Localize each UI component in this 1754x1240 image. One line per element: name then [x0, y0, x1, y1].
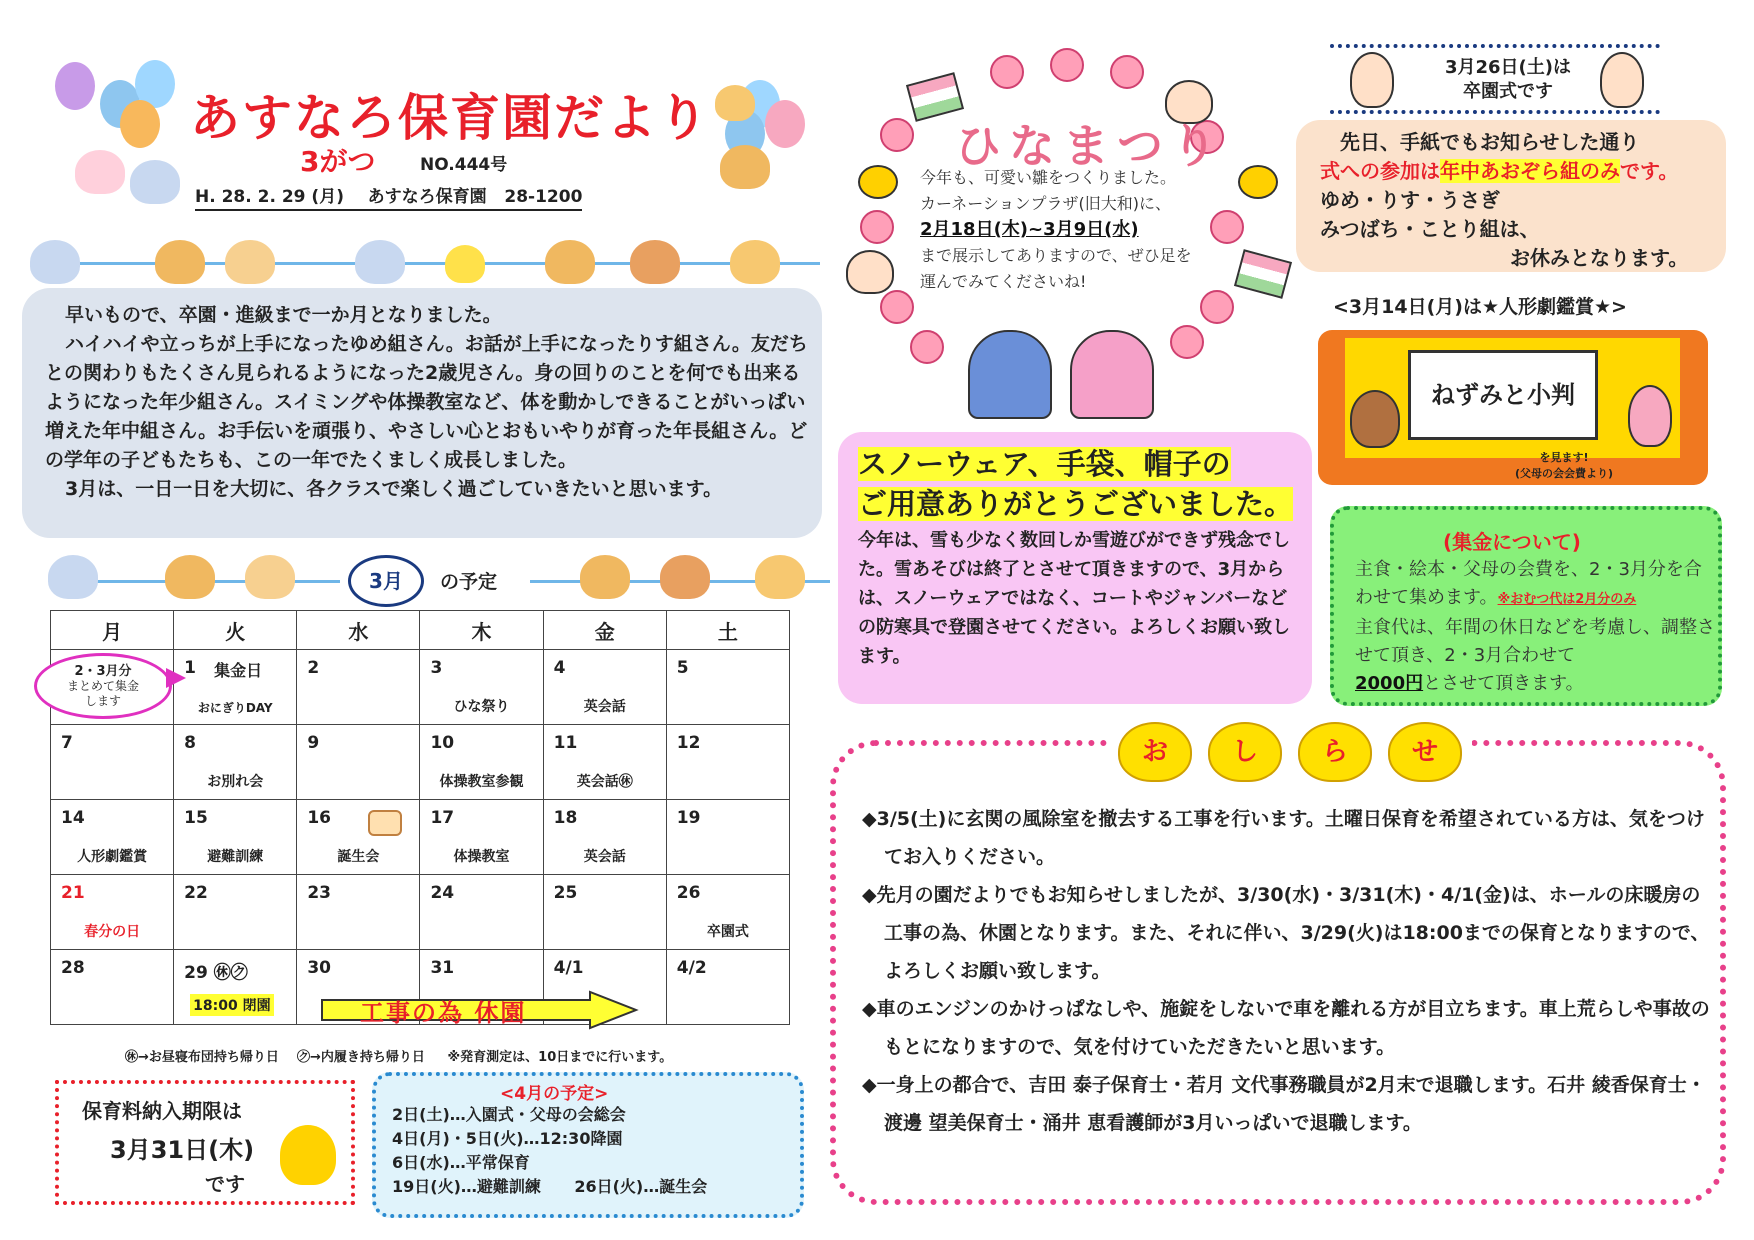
- dotted-rule: [1330, 110, 1660, 114]
- mouse-icon: [355, 240, 405, 284]
- calendar-day: [297, 725, 420, 800]
- bunny-icon: [245, 555, 295, 599]
- cat-icon: [730, 240, 780, 284]
- puppet-show-name: ねずみと小判: [1408, 350, 1598, 440]
- day-event: 英会話㊡: [576, 774, 633, 790]
- monkey-icon: [545, 240, 595, 284]
- calendar-legend: ㊡→お昼寝布団持ち帰り日 ㋗→内履き持ち帰り日 ※発育測定は、10日までに行います。: [125, 1050, 673, 1065]
- notices-list: [862, 800, 1712, 1142]
- day-event: 集金日: [214, 661, 263, 680]
- emperor-doll-icon: [968, 330, 1052, 419]
- day-event: 18:00 閉園: [190, 994, 273, 1016]
- balloon-icon: [765, 100, 805, 148]
- monkey-icon: [155, 240, 205, 284]
- calendar-day: [666, 875, 789, 950]
- day-number: 8: [184, 733, 196, 753]
- day-number: 31: [430, 958, 455, 978]
- calendar-day: [51, 725, 174, 800]
- graduation-label: 卒園式です: [1463, 81, 1553, 102]
- april-plans-title: <4月の予定>: [500, 1084, 609, 1104]
- flower-icon: [1170, 325, 1204, 359]
- day-event: 体操教室: [453, 849, 510, 865]
- calendar-day: [543, 650, 666, 725]
- day-number: 22: [184, 883, 208, 903]
- tulip-heading-char: し: [1208, 722, 1282, 782]
- calendar-day: [51, 800, 174, 875]
- day-event: 英会話: [583, 699, 626, 715]
- intro-line-1: 早いもので、卒園・進級まで一か月となりました。: [65, 304, 502, 326]
- calendar-day: [297, 650, 420, 725]
- cake-icon: [368, 810, 402, 836]
- flower-icon: [860, 210, 894, 244]
- calendar-day: [297, 800, 420, 875]
- day-event: 春分の日: [84, 924, 141, 940]
- bunny-icon: [75, 150, 125, 194]
- mouse-icon: [30, 240, 80, 284]
- flower-icon: [990, 55, 1024, 89]
- graduation-date: 3月26日(土)は: [1444, 57, 1572, 78]
- day-number: 30: [307, 958, 331, 978]
- day-event: 卒園式: [706, 924, 749, 940]
- snow-wear-title: [858, 444, 1293, 524]
- day-number: 29 ㊡㋗: [184, 963, 248, 983]
- mouse-icon: [48, 555, 98, 599]
- day-number: 2: [307, 658, 320, 678]
- monkey-icon: [720, 145, 770, 189]
- grad-line-1: 先日、手紙でもお知らせした通り: [1340, 130, 1640, 154]
- calendar-day: [666, 950, 789, 1025]
- tulip-heading-char: せ: [1388, 722, 1462, 782]
- calendar-month-badge: 3月: [348, 555, 424, 607]
- chick-icon: [445, 245, 485, 283]
- calendar-day: [420, 725, 543, 800]
- calendar-day: [174, 725, 297, 800]
- day-number: 26: [676, 883, 701, 903]
- puppet-note: を見ます! (父母の会会費より): [1515, 451, 1614, 480]
- hina-doll-icon: [846, 250, 894, 294]
- bubble-line-2: まとめて集金: [66, 679, 139, 693]
- hina-line-1: 今年も、可愛い雛をつくりました。: [920, 168, 1177, 187]
- intro-line-3: 3月は、一日一日を大切に、各クラスで楽しく過ごしていきたいと思います。: [65, 478, 723, 500]
- flower-icon: [1050, 48, 1084, 82]
- calendar-day: [51, 875, 174, 950]
- weekday-header: 水: [297, 611, 420, 650]
- cat-icon: [280, 1125, 336, 1185]
- balloon-icon: [55, 62, 95, 110]
- bunny-icon: [1628, 385, 1672, 447]
- flower-icon: [910, 330, 944, 364]
- tulip-heading-char: ら: [1298, 722, 1372, 782]
- child-icon: [1350, 52, 1394, 108]
- calendar-heading: の予定: [440, 571, 498, 593]
- day-number: 23: [307, 883, 331, 903]
- day-number: 1: [184, 658, 196, 678]
- fee-deadline-date: 3月31日(木): [110, 1136, 255, 1164]
- calendar-day: [543, 875, 666, 950]
- flower-icon: [880, 290, 914, 324]
- snow-title-line-2: ご用意ありがとうございました。: [858, 487, 1294, 521]
- day-number: 3: [430, 658, 443, 678]
- decorative-border: [30, 262, 820, 265]
- empress-doll-icon: [1070, 330, 1154, 419]
- day-number: 4: [553, 658, 566, 678]
- graduation-title: [1398, 56, 1618, 104]
- calendar-day: [51, 950, 174, 1025]
- mouse-icon: [130, 160, 180, 204]
- lantern-icon: [858, 165, 898, 199]
- day-event: 誕生会: [337, 849, 380, 865]
- calendar-day: [666, 800, 789, 875]
- cat-icon: [715, 85, 755, 121]
- bear-icon: [660, 555, 710, 599]
- bubble-tail: [166, 668, 186, 688]
- calendar-day: [297, 875, 420, 950]
- notice-item: ◆先月の園だよりでもお知らせしましたが、3/30(水)・3/31(木)・4/1(金)は、ホールの床暖房の工事の為、休園となります。また、それに伴い、3/29(火)は18:00までの保育となりますので、よろしくお願い致します。: [862, 884, 1710, 982]
- day-number: 28: [61, 958, 85, 978]
- bear-icon: [630, 240, 680, 284]
- hinamatsuri-title: ひなまつり: [955, 119, 1225, 173]
- day-number: 19: [676, 808, 701, 828]
- calendar-day: [174, 650, 297, 725]
- calendar-week: [51, 725, 790, 800]
- calendar-week: [51, 800, 790, 875]
- day-number: 15: [184, 808, 208, 828]
- bubble-line-1: 2・3月分: [74, 664, 132, 679]
- collection-text: 主食・絵本・父母の会費を、2・3月分を合わせて集めます。※おむつ代は2月分のみ 主食代は、年間の休日などを考慮し、調整させて頂き、2・3月合わせて 2000円とさせて頂きます。: [1355, 559, 1715, 694]
- notice-item: ◆一身上の都合で、吉田 泰子保育士・若月 文代事務職員が2月末で退職します。石井 綾香保育士・渡邊 望美保育士・涌井 恵看護師が3月いっぱいで退職します。: [862, 1074, 1706, 1134]
- monkey-icon: [580, 555, 630, 599]
- lantern-icon: [1238, 165, 1278, 199]
- day-number: 18: [553, 808, 578, 828]
- flower-icon: [1110, 55, 1144, 89]
- day-number: 9: [307, 733, 320, 753]
- tulip-heading-char: お: [1118, 722, 1192, 782]
- calendar-week: [51, 875, 790, 950]
- notice-item: ◆車のエンジンのかけっぱなしや、施錠をしないで車を離れる方が目立ちます。車上荒らしや事故のもとになりますので、気を付けていただきたいと思います。: [862, 998, 1710, 1058]
- graduation-text: [1320, 128, 1688, 273]
- bear-icon: [1350, 390, 1400, 448]
- puppet-show-title: <3月14日(月)は★人形劇鑑賞★>: [1333, 296, 1627, 318]
- day-number: 10: [430, 733, 455, 753]
- hishi-mochi-icon: [1234, 249, 1292, 299]
- collection-title: (集金について): [1443, 530, 1581, 554]
- snow-title-line-1: スノーウェア、手袋、帽子の: [858, 447, 1231, 481]
- day-event: 英会話: [583, 849, 626, 865]
- day-number: 16: [307, 808, 331, 828]
- notices-heading: [1108, 722, 1472, 782]
- grad-line-5: お休みとなります。: [1510, 246, 1689, 270]
- day-event: お別れ会: [207, 774, 264, 790]
- fee-deadline-suffix: です: [205, 1172, 245, 1196]
- cat-icon: [755, 555, 805, 599]
- calendar-day: [174, 950, 297, 1025]
- bubble-line-3: します: [84, 694, 121, 708]
- closure-label: 工事の為 休園: [360, 999, 527, 1027]
- bunny-icon: [225, 240, 275, 284]
- fee-deadline-label: 保育料納入期限は: [82, 1099, 242, 1123]
- calendar-day: [543, 725, 666, 800]
- dotted-rule: [1330, 44, 1660, 48]
- april-plans-list: 2日(土)…入園式・父母の会総会 4日(月)・5日(火)…12:30降園 6日(水)…平常保育 19日(火)…避難訓練 26日(火)…誕生会: [392, 1105, 708, 1196]
- newsletter-title: あすなろ保育園だより: [190, 89, 710, 147]
- calendar-day: [666, 650, 789, 725]
- day-event: 体操教室参観: [439, 774, 524, 790]
- calendar-day: [543, 800, 666, 875]
- calendar-day: [420, 875, 543, 950]
- day-number: 12: [676, 733, 701, 753]
- hina-line-2: カーネーションプラザ(旧大和)に、: [920, 194, 1172, 213]
- weekday-header: 月: [51, 611, 174, 650]
- day-number: 24: [430, 883, 455, 903]
- issue-number: NO.444号: [420, 155, 508, 175]
- balloon-icon: [120, 100, 160, 148]
- day-number: 7: [61, 733, 73, 753]
- issue-month: 3がつ: [300, 145, 376, 178]
- monkey-icon: [165, 555, 215, 599]
- day-event: 避難訓練: [207, 849, 264, 865]
- intro-text: [45, 301, 815, 504]
- calendar-day: [174, 800, 297, 875]
- collection-bubble: [34, 653, 172, 719]
- grad-line-2: 式への参加は年中あおぞら組のみです。: [1320, 159, 1679, 183]
- day-number: 17: [430, 808, 455, 828]
- grad-line-4: みつばち・ことり組は、: [1320, 217, 1540, 241]
- day-event: おにぎりDAY: [197, 701, 273, 715]
- calendar-day: [420, 800, 543, 875]
- flower-icon: [880, 118, 914, 152]
- intro-line-2: ハイハイや立っちが上手になったゆめ組さん。お話が上手になったりす組さん。友だちとの関わりもたくさん見られるようになった2歳児さん。身の回りのことを何でも出来るようになった年少組さん。スイミングや体操教室など、体を動かしできることがいっぱい増えた年中組さん。お手伝いを頑張り、やさしい心とおもいやりが育った年長組さん。どの学年の子どもたちも、この一年でたくましく成長しました。: [45, 333, 808, 471]
- day-event: ひな祭り: [453, 699, 510, 715]
- hina-exhibit-dates: 2月18日(木)~3月9日(水): [920, 219, 1139, 240]
- dateline: H. 28. 2. 29 (月) あすなろ保育園 28-1200: [195, 182, 582, 211]
- weekday-header: 木: [420, 611, 543, 650]
- hina-line-5: 運んでみてくださいね!: [920, 272, 1087, 291]
- notice-item: ◆3/5(土)に玄関の風除室を撤去する工事を行います。土曜日保育を希望されている方は、気をつけてお入りください。: [862, 808, 1705, 868]
- calendar-day: [420, 650, 543, 725]
- flower-icon: [1200, 290, 1234, 324]
- weekday-header: 金: [543, 611, 666, 650]
- calendar-day: [666, 725, 789, 800]
- day-event: 人形劇鑑賞: [77, 849, 148, 865]
- day-number: 4/2: [676, 958, 707, 978]
- day-number: 21: [61, 883, 85, 903]
- day-number: 25: [553, 883, 578, 903]
- weekday-header: 土: [666, 611, 789, 650]
- day-number: 4/1: [553, 958, 584, 978]
- day-number: 5: [676, 658, 689, 678]
- day-number: 11: [553, 733, 578, 753]
- hinamatsuri-text: [920, 165, 1240, 295]
- weekday-header: 火: [174, 611, 297, 650]
- hina-line-4: まで展示してありますので、ぜひ足を: [920, 246, 1192, 265]
- day-number: 14: [61, 808, 85, 828]
- grad-line-3: ゆめ・りす・うさぎ: [1320, 188, 1500, 212]
- snow-wear-body: 今年は、雪も少なく数回しか雪遊びができず残念でした。雪あそびは終了とさせて頂きますので、3月からは、スノーウェアではなく、コートやジャンバーなどの防寒具で登園させてください。よろしくお願い致します。: [858, 530, 1290, 667]
- calendar-day: [174, 875, 297, 950]
